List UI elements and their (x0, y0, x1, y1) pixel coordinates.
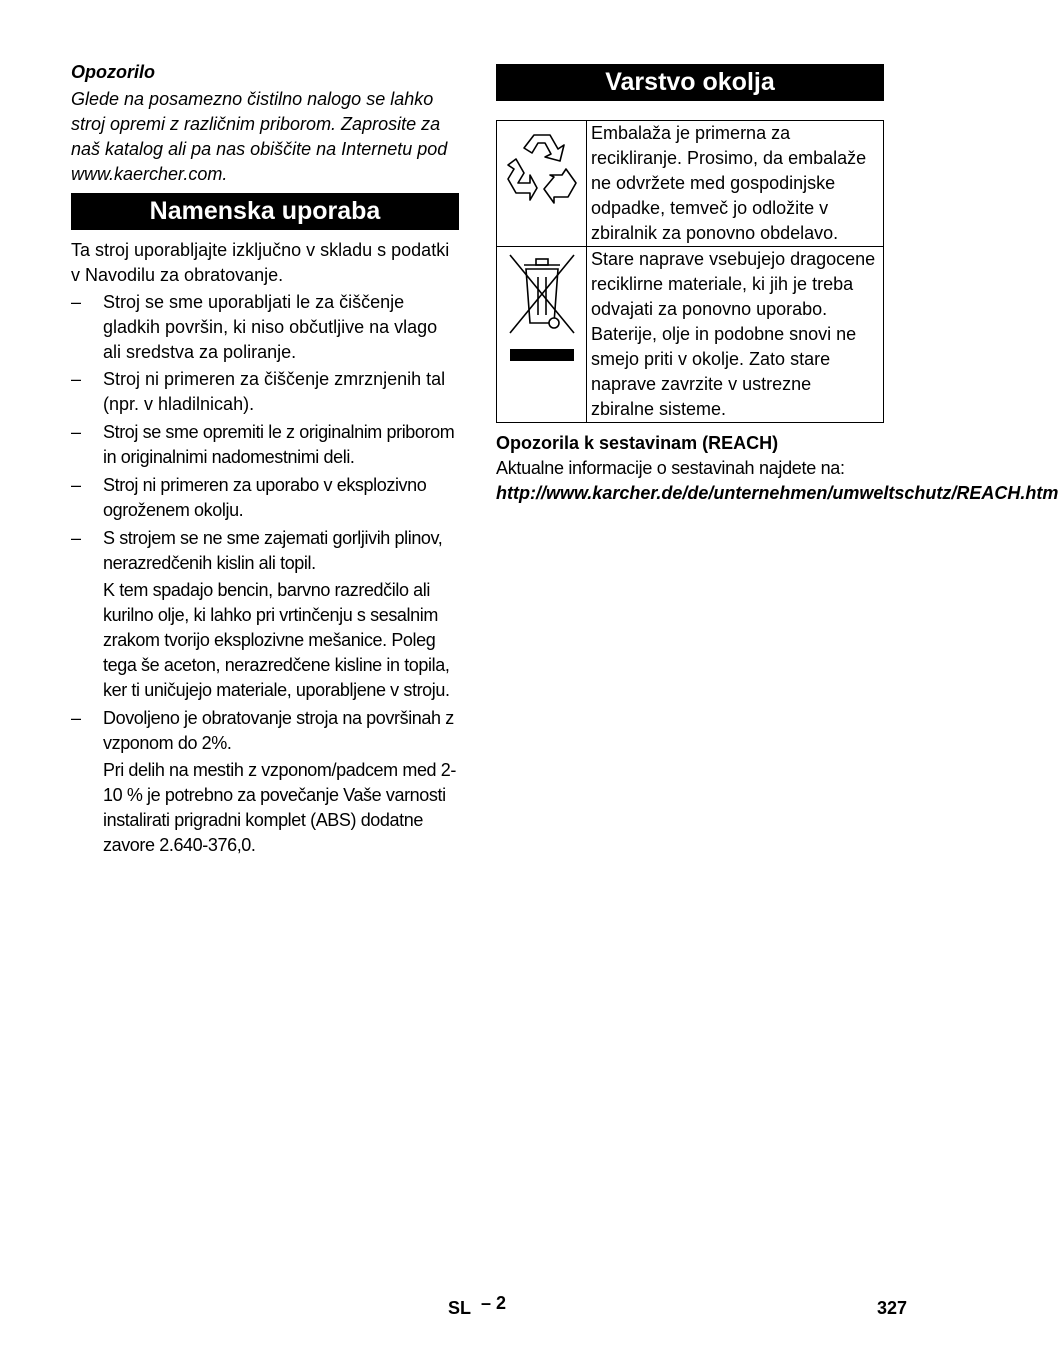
reach-text: Aktualne informacije o sestavinah najdete na: (496, 458, 845, 478)
old-devices-text: Stare naprave vsebujejo dragocene reciklirne materiale, ki jih je treba odvajati za ponovno uporabo. Baterije, olje in podobne snovi ne smejo priti v okolje. Zato stare naprave zavrzite v ustrezne zbiralne sisteme. (587, 247, 884, 423)
list-item (71, 367, 459, 417)
crossed-out-bin-icon (497, 247, 587, 423)
list-item-text: S strojem se ne sme zajemati gorljivih plinov, nerazredčenih kislin ali topil. (103, 528, 443, 573)
footer-page-label: – 2 (481, 1293, 507, 1313)
intended-use-list (71, 290, 459, 858)
list-item-text: Dovoljeno je obratovanje stroja na površinah z vzponom do 2%. (103, 708, 454, 753)
list-item-text: Stroj se sme uporabljati le za čiščenje gladkih površin, ki niso občutljive na vlago ali sredstva za poliranje. (103, 292, 438, 362)
dash-bullet: – (71, 528, 81, 548)
table-row (497, 121, 884, 247)
list-item-text: Stroj se sme opremiti le z originalnim priborom in originalnimi nadomestnimi deli. (103, 422, 455, 467)
footer-page-number: 327 (877, 1298, 908, 1318)
left-column (71, 60, 459, 858)
recycling-icon (497, 121, 587, 247)
reach-link[interactable]: http://www.karcher.de/de/unternehmen/umweltschutz/REACH.htm (496, 483, 1058, 503)
list-item-text: Stroj ni primeren za uporabo v eksplozivno ogroženem okolju. (103, 475, 427, 520)
right-column (496, 64, 1058, 506)
dash-bullet: – (71, 475, 81, 495)
list-item (71, 473, 459, 523)
list-item-subtext: K tem spadajo bencin, barvno razredčilo ali kurilno olje, ki lahko pri vrtinčenju s sesalnim zrakom tvorijo eksplozivne mešanice. Poleg tega še aceton, nerazredčene kisline in topila, ker ti uničujejo materiale, uporabljene v stroju. (103, 580, 450, 700)
footer-language: SL (448, 1298, 472, 1318)
list-item-text: Stroj ni primeren za čiščenje zmrznjenih tal (npr. v hladilnicah). (103, 369, 446, 414)
list-item (71, 290, 459, 365)
dash-bullet: – (71, 369, 82, 389)
list-item (71, 526, 459, 703)
list-item (71, 706, 459, 858)
list-item (71, 420, 459, 470)
note-text: Glede na posamezno čistilno nalogo se lahko stroj opremi z različnim priborom. Zaprosite za naš katalog ali pa nas obiščite na Internetu pod www.kaercher.com. (71, 89, 448, 184)
environment-table (496, 120, 884, 423)
section-title-intended-use: Namenska uporaba (71, 193, 459, 230)
section-title-environment: Varstvo okolja (496, 64, 884, 101)
list-item-subtext: Pri delih na mestih z vzponom/padcem med 2-10 % je potrebno za povečanje Vaše varnosti instalirati prigradni komplet (ABS) dodatne zavore 2.640-376,0. (103, 760, 456, 855)
dash-bullet: – (71, 422, 81, 442)
recycling-text: Embalaža je primerna za recikliranje. Prosimo, da embalaže ne odvržete med gospodinjske odpadke, temveč jo odložite v zbiralnik za ponovno obdelavo. (587, 121, 884, 247)
dash-bullet: – (71, 292, 82, 312)
dash-bullet: – (71, 708, 81, 728)
note-title: Opozorilo (71, 62, 155, 82)
intended-use-intro: Ta stroj uporabljajte izključno v skladu s podatki v Navodilu za obratovanje. (71, 240, 450, 285)
table-row (497, 247, 884, 423)
reach-title: Opozorila k sestavinam (REACH) (496, 433, 779, 453)
